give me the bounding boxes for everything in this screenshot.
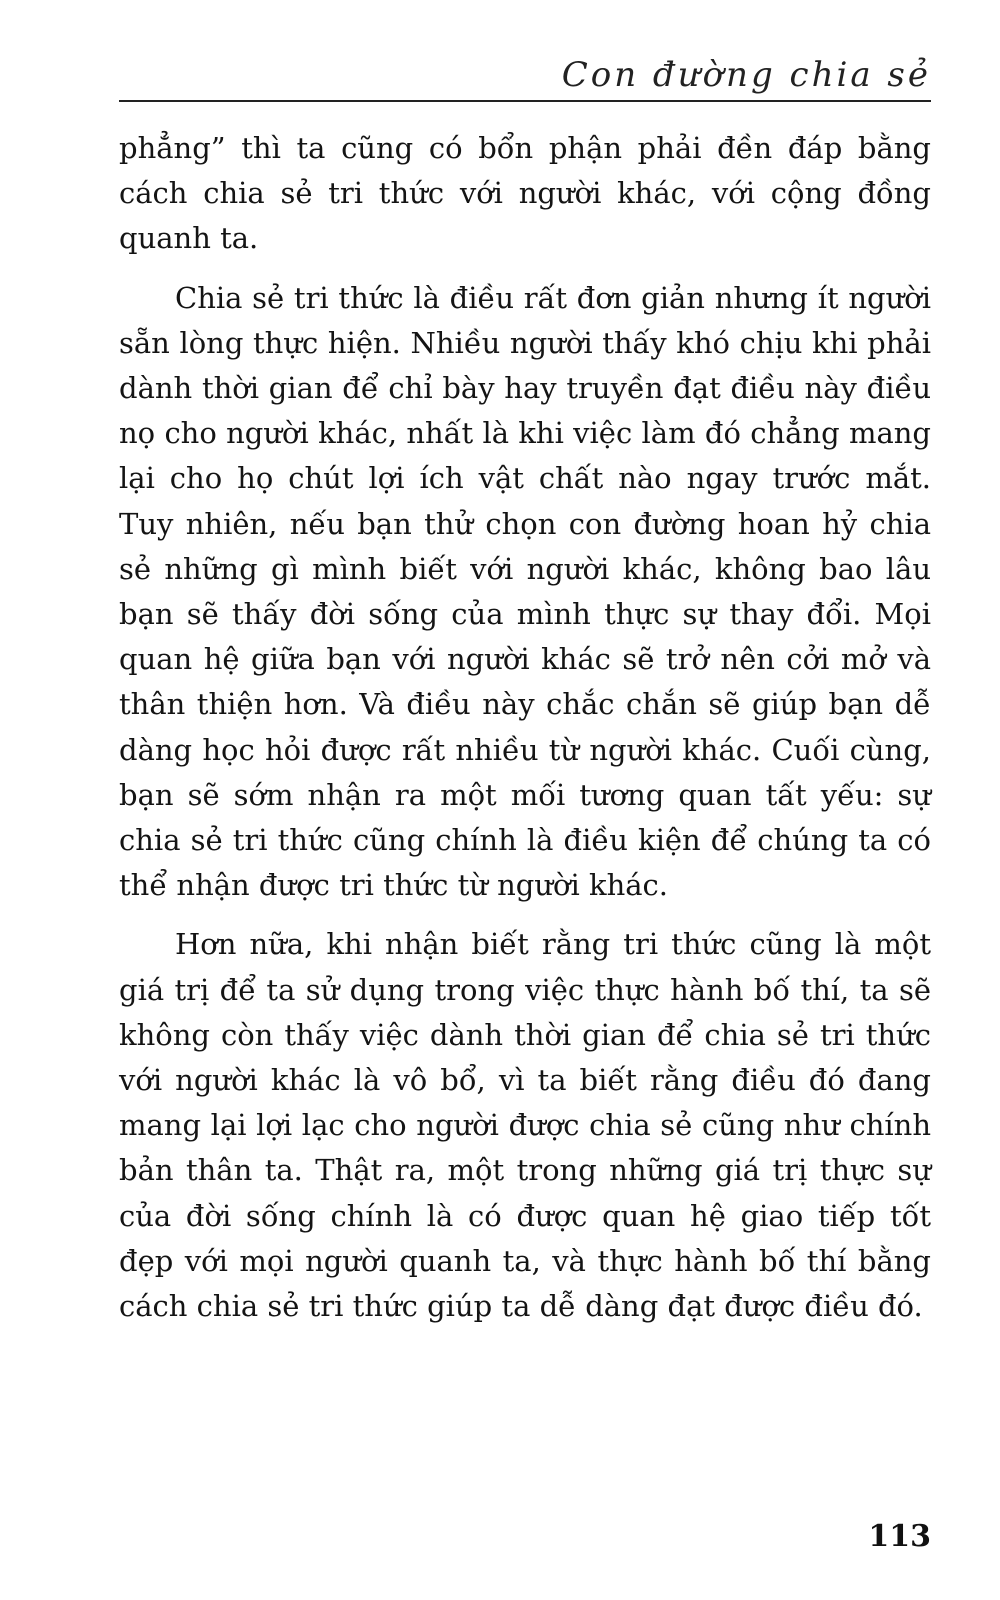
paragraph: Chia sẻ tri thức là điều rất đơn giản nhưng ít người sẵn lòng thực hiện. Nhiều người thấy khó chịu khi phải dành thời gian để chỉ bày hay truyền đạt điều này điều nọ cho người khác, nhất là khi việc làm đó chẳng mang lại cho họ chút lợi ích vật chất nào ngay trước mắt. Tuy nhiên, nếu bạn thử chọn con đường hoan hỷ chia sẻ những gì mình biết với người khác, không bao lâu bạn sẽ thấy đời sống của mình thực sự thay đổi. Mọi quan hệ giữa bạn với người khác sẽ trở nên cởi mở và thân thiện hơn. Và điều này chắc chắn sẽ giúp bạn dễ dàng học hỏi được rất nhiều từ người khác. Cuối cùng, bạn sẽ sớm nhận ra một mối tương quan tất yếu: sự chia sẻ tri thức cũng chính là điều kiện để chúng ta có thể nhận được tri thức từ người khác.: [119, 280, 931, 903]
body-text: [119, 126, 931, 1343]
running-header: [119, 52, 931, 102]
paragraph-continued: phẳng” thì ta cũng có bổn phận phải đền đáp bằng cách chia sẻ tri thức với người khác, với cộng đồng quanh ta.: [119, 131, 931, 256]
paragraph: Hơn nữa, khi nhận biết rằng tri thức cũng là một giá trị để ta sử dụng trong việc thực hành bố thí, ta sẽ không còn thấy việc dành thời gian để chia sẻ tri thức với người khác là vô bổ, vì ta biết rằng điều đó đang mang lại lợi lạc cho người được chia sẻ cũng như chính bản thân ta. Thật ra, một trong những giá trị thực sự của đời sống chính là có được quan hệ giao tiếp tốt đẹp với mọi người quanh ta, và thực hành bố thí bằng cách chia sẻ tri thức giúp ta dễ dàng đạt được điều đó.: [119, 927, 931, 1324]
page-number: 113: [868, 1519, 931, 1554]
running-header-title: Con đường chia sẻ: [561, 55, 931, 95]
